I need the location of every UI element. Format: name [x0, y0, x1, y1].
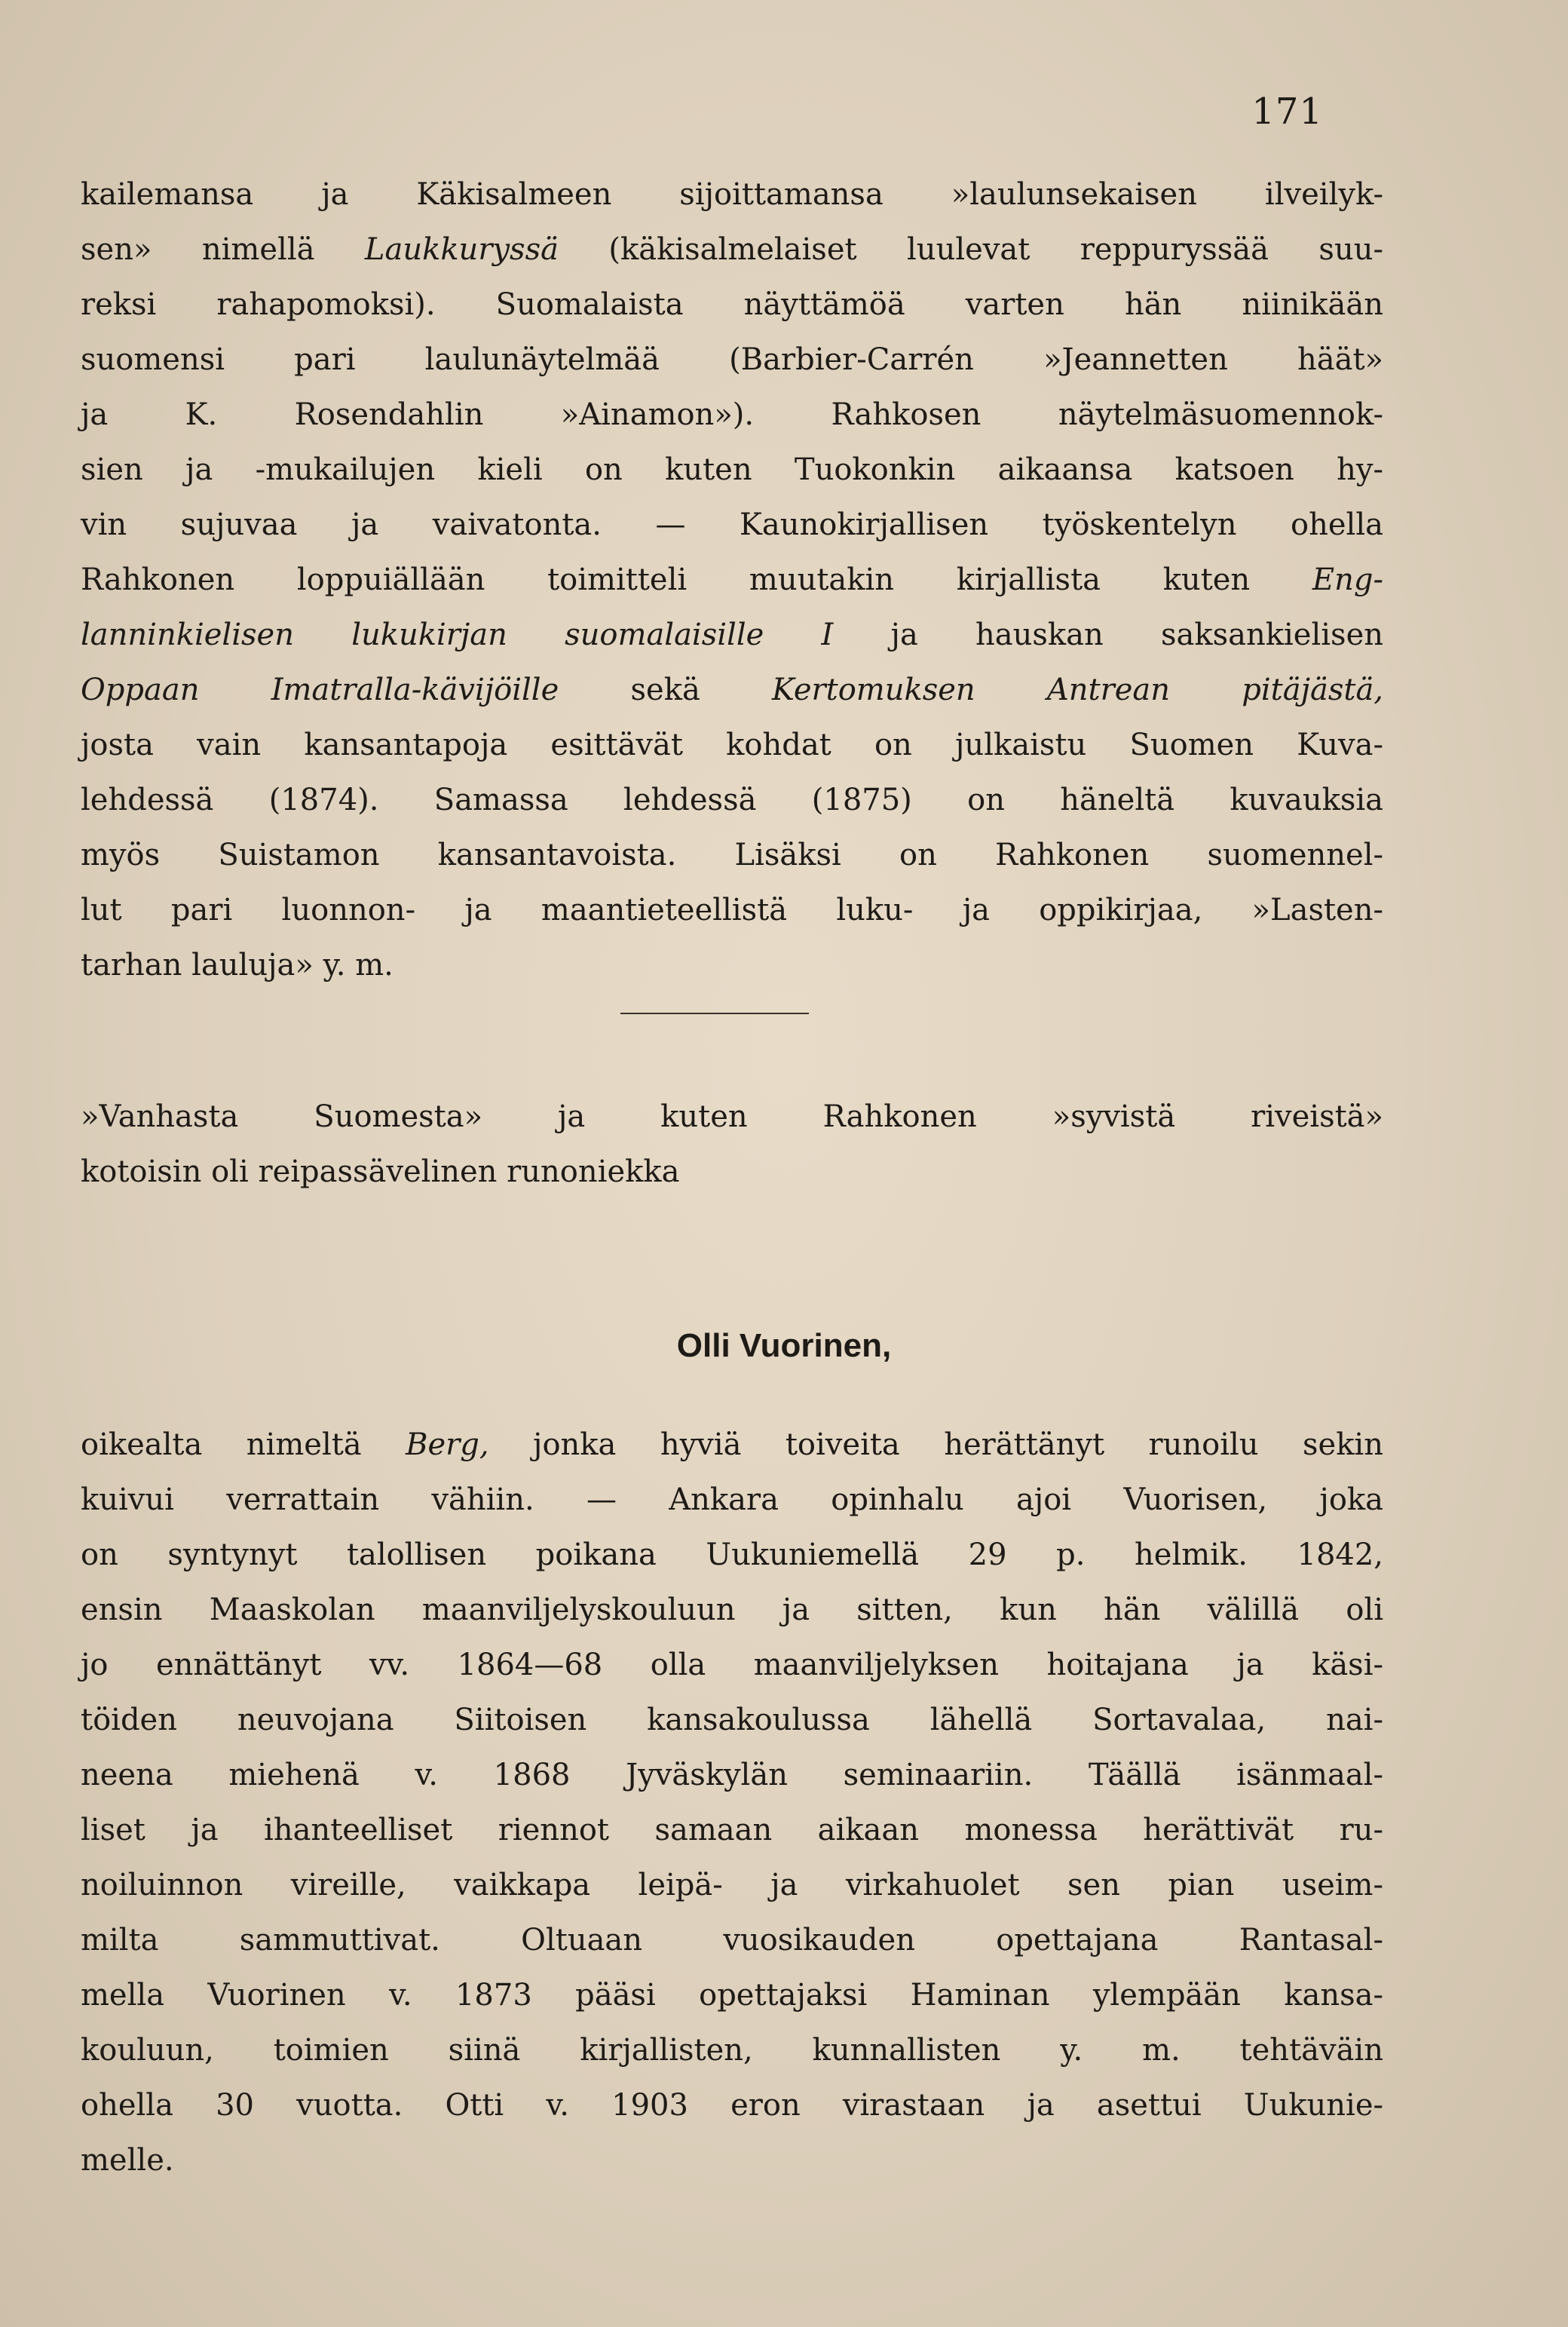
italic-text: lanninkielisen lukukirjan suomalaisille I — [81, 618, 834, 652]
text-line: ohella 30 vuotta. Otti v. 1903 eron virastaan ja asettui Uukunie- — [81, 2088, 1383, 2123]
italic-text: Berg, — [406, 1427, 489, 1462]
text-line: Oppaan Imatralla-kävijöille sekä Kertomuksen Antrean pitäjästä, — [81, 673, 1383, 707]
text-line: reksi rahapomoksi). Suomalaista näyttämöä varten hän niinikään — [81, 287, 1383, 322]
text-line: oikealta nimeltä Berg, jonka hyviä toiveita herättänyt runoilu sekin — [81, 1427, 1383, 1462]
section-heading: Olli Vuorinen, — [676, 1327, 892, 1364]
italic-text: Kertomuksen Antrean pitäjästä, — [772, 673, 1383, 707]
text-line: milta sammuttivat. Oltuaan vuosikauden opettajana Rantasal- — [81, 1923, 1383, 1958]
text-line: sien ja -mukailujen kieli on kuten Tuokonkin aikaansa katsoen hy- — [81, 452, 1383, 487]
text-line: »Vanhasta Suomesta» ja kuten Rahkonen »syvistä riveistä» — [81, 1099, 1383, 1134]
text-line: josta vain kansantapoja esittävät kohdat on julkaistu Suomen Kuva- — [81, 728, 1383, 762]
text-line: lehdessä (1874). Samassa lehdessä (1875) on häneltä kuvauksia — [81, 783, 1383, 817]
text-line: töiden neuvojana Siitoisen kansakoulussa lähellä Sortavalaa, nai- — [81, 1703, 1383, 1737]
paragraph-1 — [81, 167, 1383, 993]
text-line: kotoisin oli reipassävelinen runoniekka — [81, 1154, 680, 1189]
text-line: lut pari luonnon- ja maantieteellistä luku- ja oppikirjaa, »Lasten- — [81, 893, 1383, 927]
text-line: tarhan lauluja» y. m. — [81, 948, 394, 983]
text-line: vin sujuvaa ja vaivatonta. — Kaunokirjallisen työskentelyn ohella — [81, 507, 1383, 542]
text-line: melle. — [81, 2143, 174, 2178]
text-line: jo ennättänyt vv. 1864—68 olla maanviljelyksen hoitajana ja käsi- — [81, 1648, 1383, 1682]
section-divider — [620, 1013, 809, 1014]
text-line: kuivui verrattain vähiin. — Ankara opinhalu ajoi Vuorisen, joka — [81, 1482, 1383, 1517]
text-line: kouluun, toimien siinä kirjallisten, kunnallisten y. m. tehtäväin — [81, 2033, 1383, 2068]
text-line: liset ja ihanteelliset riennot samaan aikaan monessa herättivät ru- — [81, 1813, 1383, 1847]
text-line: noiluinnon vireille, vaikkapa leipä- ja virkahuolet sen pian useim- — [81, 1868, 1383, 1902]
text-line: ensin Maaskolan maanviljelyskouluun ja sitten, kun hän välillä oli — [81, 1593, 1383, 1627]
text-line: lanninkielisen lukukirjan suomalaisille I ja hauskan saksankielisen — [81, 618, 1383, 652]
paragraph-3 — [81, 1418, 1383, 2188]
italic-text: Oppaan Imatralla-kävijöille — [81, 673, 559, 707]
text-line: sen» nimellä Laukkuryssä (käkisalmelaiset luulevat reppuryssää suu- — [81, 232, 1383, 267]
text-line: Rahkonen loppuiällään toimitteli muutakin kirjallista kuten Eng- — [81, 563, 1383, 597]
text-line: on syntynyt talollisen poikana Uukuniemellä 29 p. helmik. 1842, — [81, 1538, 1383, 1572]
text-line: kailemansa ja Käkisalmeen sijoittamansa »laulunsekaisen ilveilyk- — [81, 177, 1383, 212]
text-line: myös Suistamon kansantavoista. Lisäksi on Rahkonen suomennel- — [81, 838, 1383, 872]
text-line: neena miehenä v. 1868 Jyväskylän seminaariin. Täällä isänmaal- — [81, 1758, 1383, 1792]
text-line: ja K. Rosendahlin »Ainamon»). Rahkosen näytelmäsuomennok- — [81, 397, 1383, 432]
page-number: 171 — [1251, 90, 1323, 133]
italic-text: Eng- — [1312, 563, 1383, 597]
paragraph-2 — [81, 1090, 1383, 1200]
text-line: mella Vuorinen v. 1873 pääsi opettajaksi Haminan ylempään kansa- — [81, 1978, 1383, 2013]
italic-text: Laukkuryssä — [364, 232, 559, 267]
text-line: suomensi pari laulunäytelmää (Barbier-Carrén »Jeannetten häät» — [81, 342, 1383, 377]
